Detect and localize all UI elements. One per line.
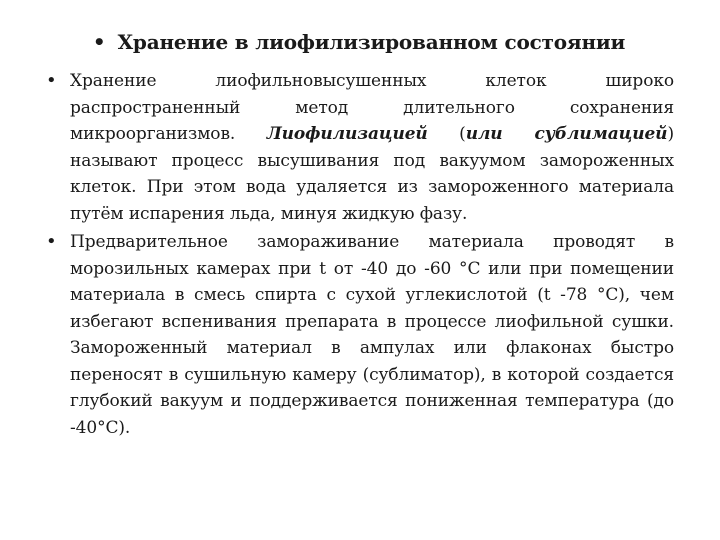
bullet-icon: • — [46, 70, 57, 91]
slide-title: Хранение в лиофилизированном состоянии — [117, 30, 626, 54]
paragraph-text: ) называют процесс высушивания под вакуумом замороженных клеток. При этом вода удаляется из замороженного материала путём испарения льда, минуя жидкую фазу. — [70, 124, 674, 224]
paragraph-freezing: Предварительное замораживание материала проводят в морозильных камерах при t от -40 до -60 °С или при помещении материала в смесь спирта с сухой углекислотой (t -78 °С), чем избегают вспенивания препарата в процессе лиофильной сушки. Замороженный материал в ампулах или флаконах быстро переносят в сушильную камеру (сублиматор), в которой создается глубокий вакуум и поддерживается пониженная температура (до -40°С). — [70, 232, 674, 438]
bullet-item — [44, 68, 674, 227]
bullet-icon: • — [46, 231, 57, 252]
term-sublimation: или сублимацией — [465, 124, 668, 144]
bullet-list — [44, 68, 674, 441]
term-lyophilization: Лиофилизацией — [266, 124, 428, 144]
paragraph-text: Хранение лиофильновысушенных клеток широко распространенный метод длительного сохранения микроорганизмов. — [70, 71, 674, 144]
slide-title-row — [44, 30, 674, 54]
title-bullet-icon: • — [92, 30, 106, 54]
paragraph-lyophilization — [70, 68, 674, 227]
paragraph-text: ( — [427, 124, 466, 144]
bullet-item — [44, 229, 674, 441]
